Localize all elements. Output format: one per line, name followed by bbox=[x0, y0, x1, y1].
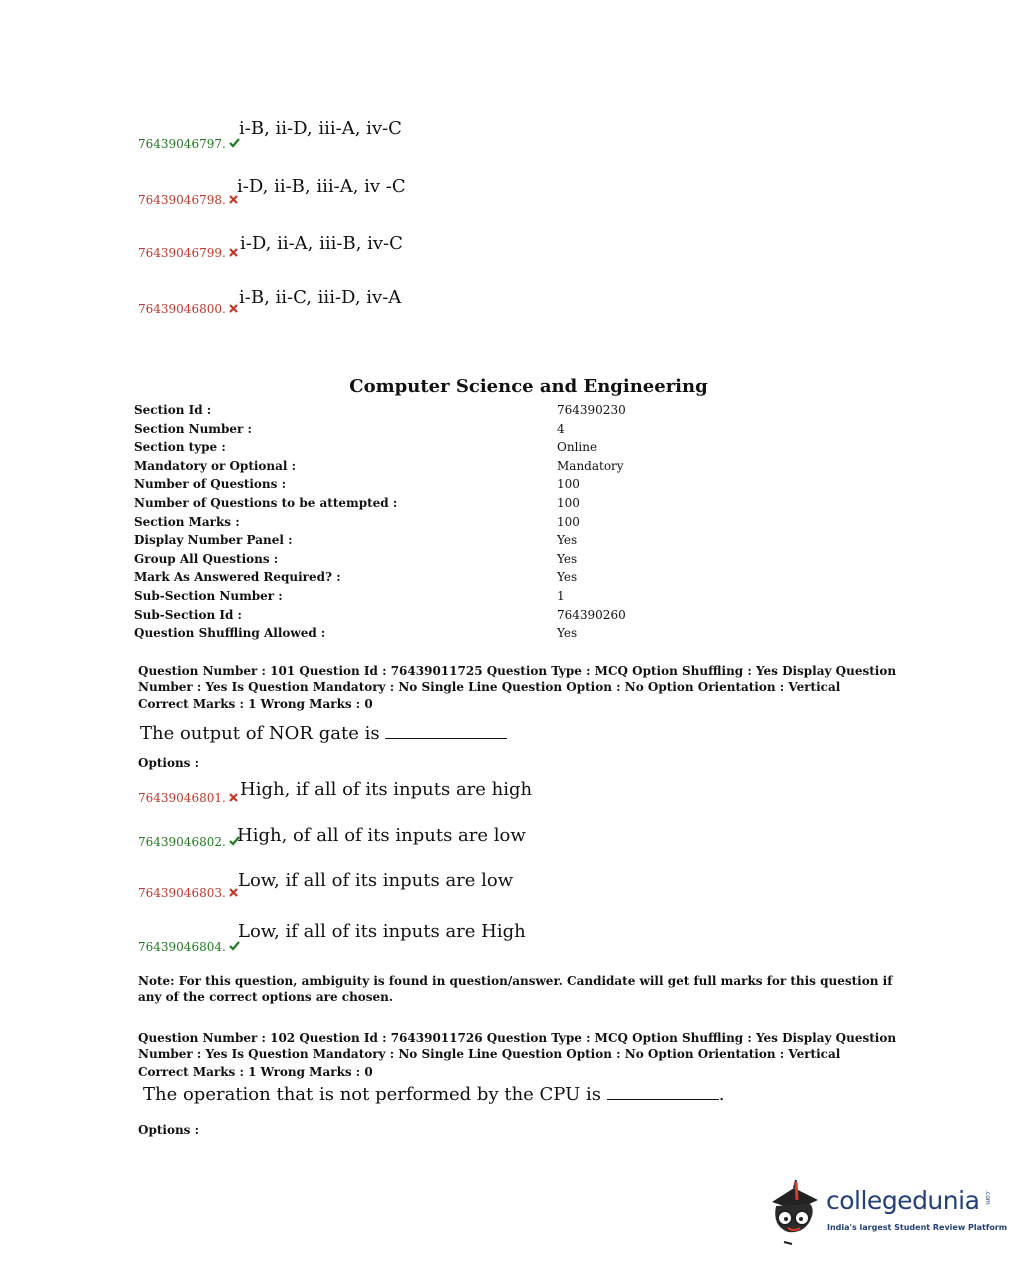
logo-domain-suffix: .com bbox=[984, 1190, 991, 1205]
table-row: Question Shuffling Allowed : Yes bbox=[134, 626, 578, 641]
table-row: Group All Questions : Yes bbox=[134, 551, 578, 566]
question-header: Question Number : 101 Question Id : 76439011725 Question Type : MCQ Option Shuffling : Yes Display Question Number : Yes Is Question Mandatory : No Single Line Question Option : No Option Orientation : Vertical bbox=[138, 664, 897, 694]
option-text: i-B, ii-C, iii-D, iv-A bbox=[239, 287, 402, 308]
table-row: Mandatory or Optional : Mandatory bbox=[134, 458, 624, 473]
option-text: i-D, ii-A, iii-B, iv-C bbox=[240, 233, 403, 254]
option-text: Low, if all of its inputs are High bbox=[238, 921, 526, 942]
answer-blank bbox=[385, 728, 507, 739]
logo-tagline: India's largest Student Review Platform bbox=[827, 1223, 1008, 1232]
option-text: i-D, ii-B, iii-A, iv -C bbox=[237, 176, 406, 197]
cross-icon bbox=[229, 302, 238, 316]
check-icon bbox=[229, 940, 240, 954]
table-row: Mark As Answered Required? : Yes bbox=[134, 570, 578, 585]
question-text: The operation that is not performed by the CPU is . bbox=[143, 1084, 725, 1105]
option-id: 76439046799. bbox=[138, 246, 238, 260]
cross-icon bbox=[229, 791, 238, 805]
options-label: Options : bbox=[138, 756, 200, 770]
cross-icon bbox=[229, 886, 238, 900]
option-id: 76439046802. bbox=[138, 835, 240, 849]
table-row: Sub-Section Id : 764390260 bbox=[134, 607, 626, 622]
logo-name: collegedunia bbox=[826, 1186, 980, 1215]
option-id: 76439046803. bbox=[138, 886, 238, 900]
question-marks: Correct Marks : 1 Wrong Marks : 0 bbox=[138, 697, 373, 711]
option-id: 76439046804. bbox=[138, 940, 240, 954]
table-row: Section Id : 764390230 bbox=[134, 403, 626, 417]
question-text: The output of NOR gate is bbox=[140, 723, 507, 744]
option-text: i-B, ii-D, iii-A, iv-C bbox=[239, 118, 402, 139]
section-title: Computer Science and Engineering bbox=[349, 376, 708, 397]
answer-blank bbox=[607, 1089, 719, 1100]
option-id: 76439046801. bbox=[138, 791, 238, 805]
option-id: 76439046798. bbox=[138, 193, 238, 207]
option-id: 76439046797. bbox=[138, 137, 240, 151]
question-marks: Correct Marks : 1 Wrong Marks : 0 bbox=[138, 1065, 373, 1079]
table-row: Section type : Online bbox=[134, 440, 598, 455]
question-header: Question Number : 102 Question Id : 76439011726 Question Type : MCQ Option Shuffling : Yes Display Question Number : Yes Is Question Mandatory : No Single Line Question Option : No Option Orientation : Vertical bbox=[138, 1031, 897, 1061]
collegedunia-logo bbox=[766, 1176, 1008, 1248]
option-id: 76439046800. bbox=[138, 302, 238, 316]
check-icon bbox=[229, 137, 240, 151]
cross-icon bbox=[229, 246, 238, 260]
table-row: Section Number : 4 bbox=[134, 421, 565, 436]
options-label: Options : bbox=[138, 1123, 200, 1137]
mascot-icon bbox=[766, 1176, 824, 1248]
table-row: Number of Questions : 100 bbox=[134, 477, 580, 492]
option-text: Low, if all of its inputs are low bbox=[238, 870, 514, 891]
table-row: Sub-Section Number : 1 bbox=[134, 588, 565, 603]
ambiguity-note: Note: For this question, ambiguity is found in question/answer. Candidate will get full marks for this question if any of the correct options are chosen. bbox=[138, 974, 893, 1004]
option-text: High, of all of its inputs are low bbox=[237, 825, 526, 846]
table-row: Number of Questions to be attempted : 100 bbox=[134, 495, 580, 510]
section-info-table bbox=[134, 401, 626, 643]
table-row: Display Number Panel : Yes bbox=[134, 533, 578, 548]
option-text: High, if all of its inputs are high bbox=[240, 779, 533, 800]
table-row: Section Marks : 100 bbox=[134, 514, 580, 529]
